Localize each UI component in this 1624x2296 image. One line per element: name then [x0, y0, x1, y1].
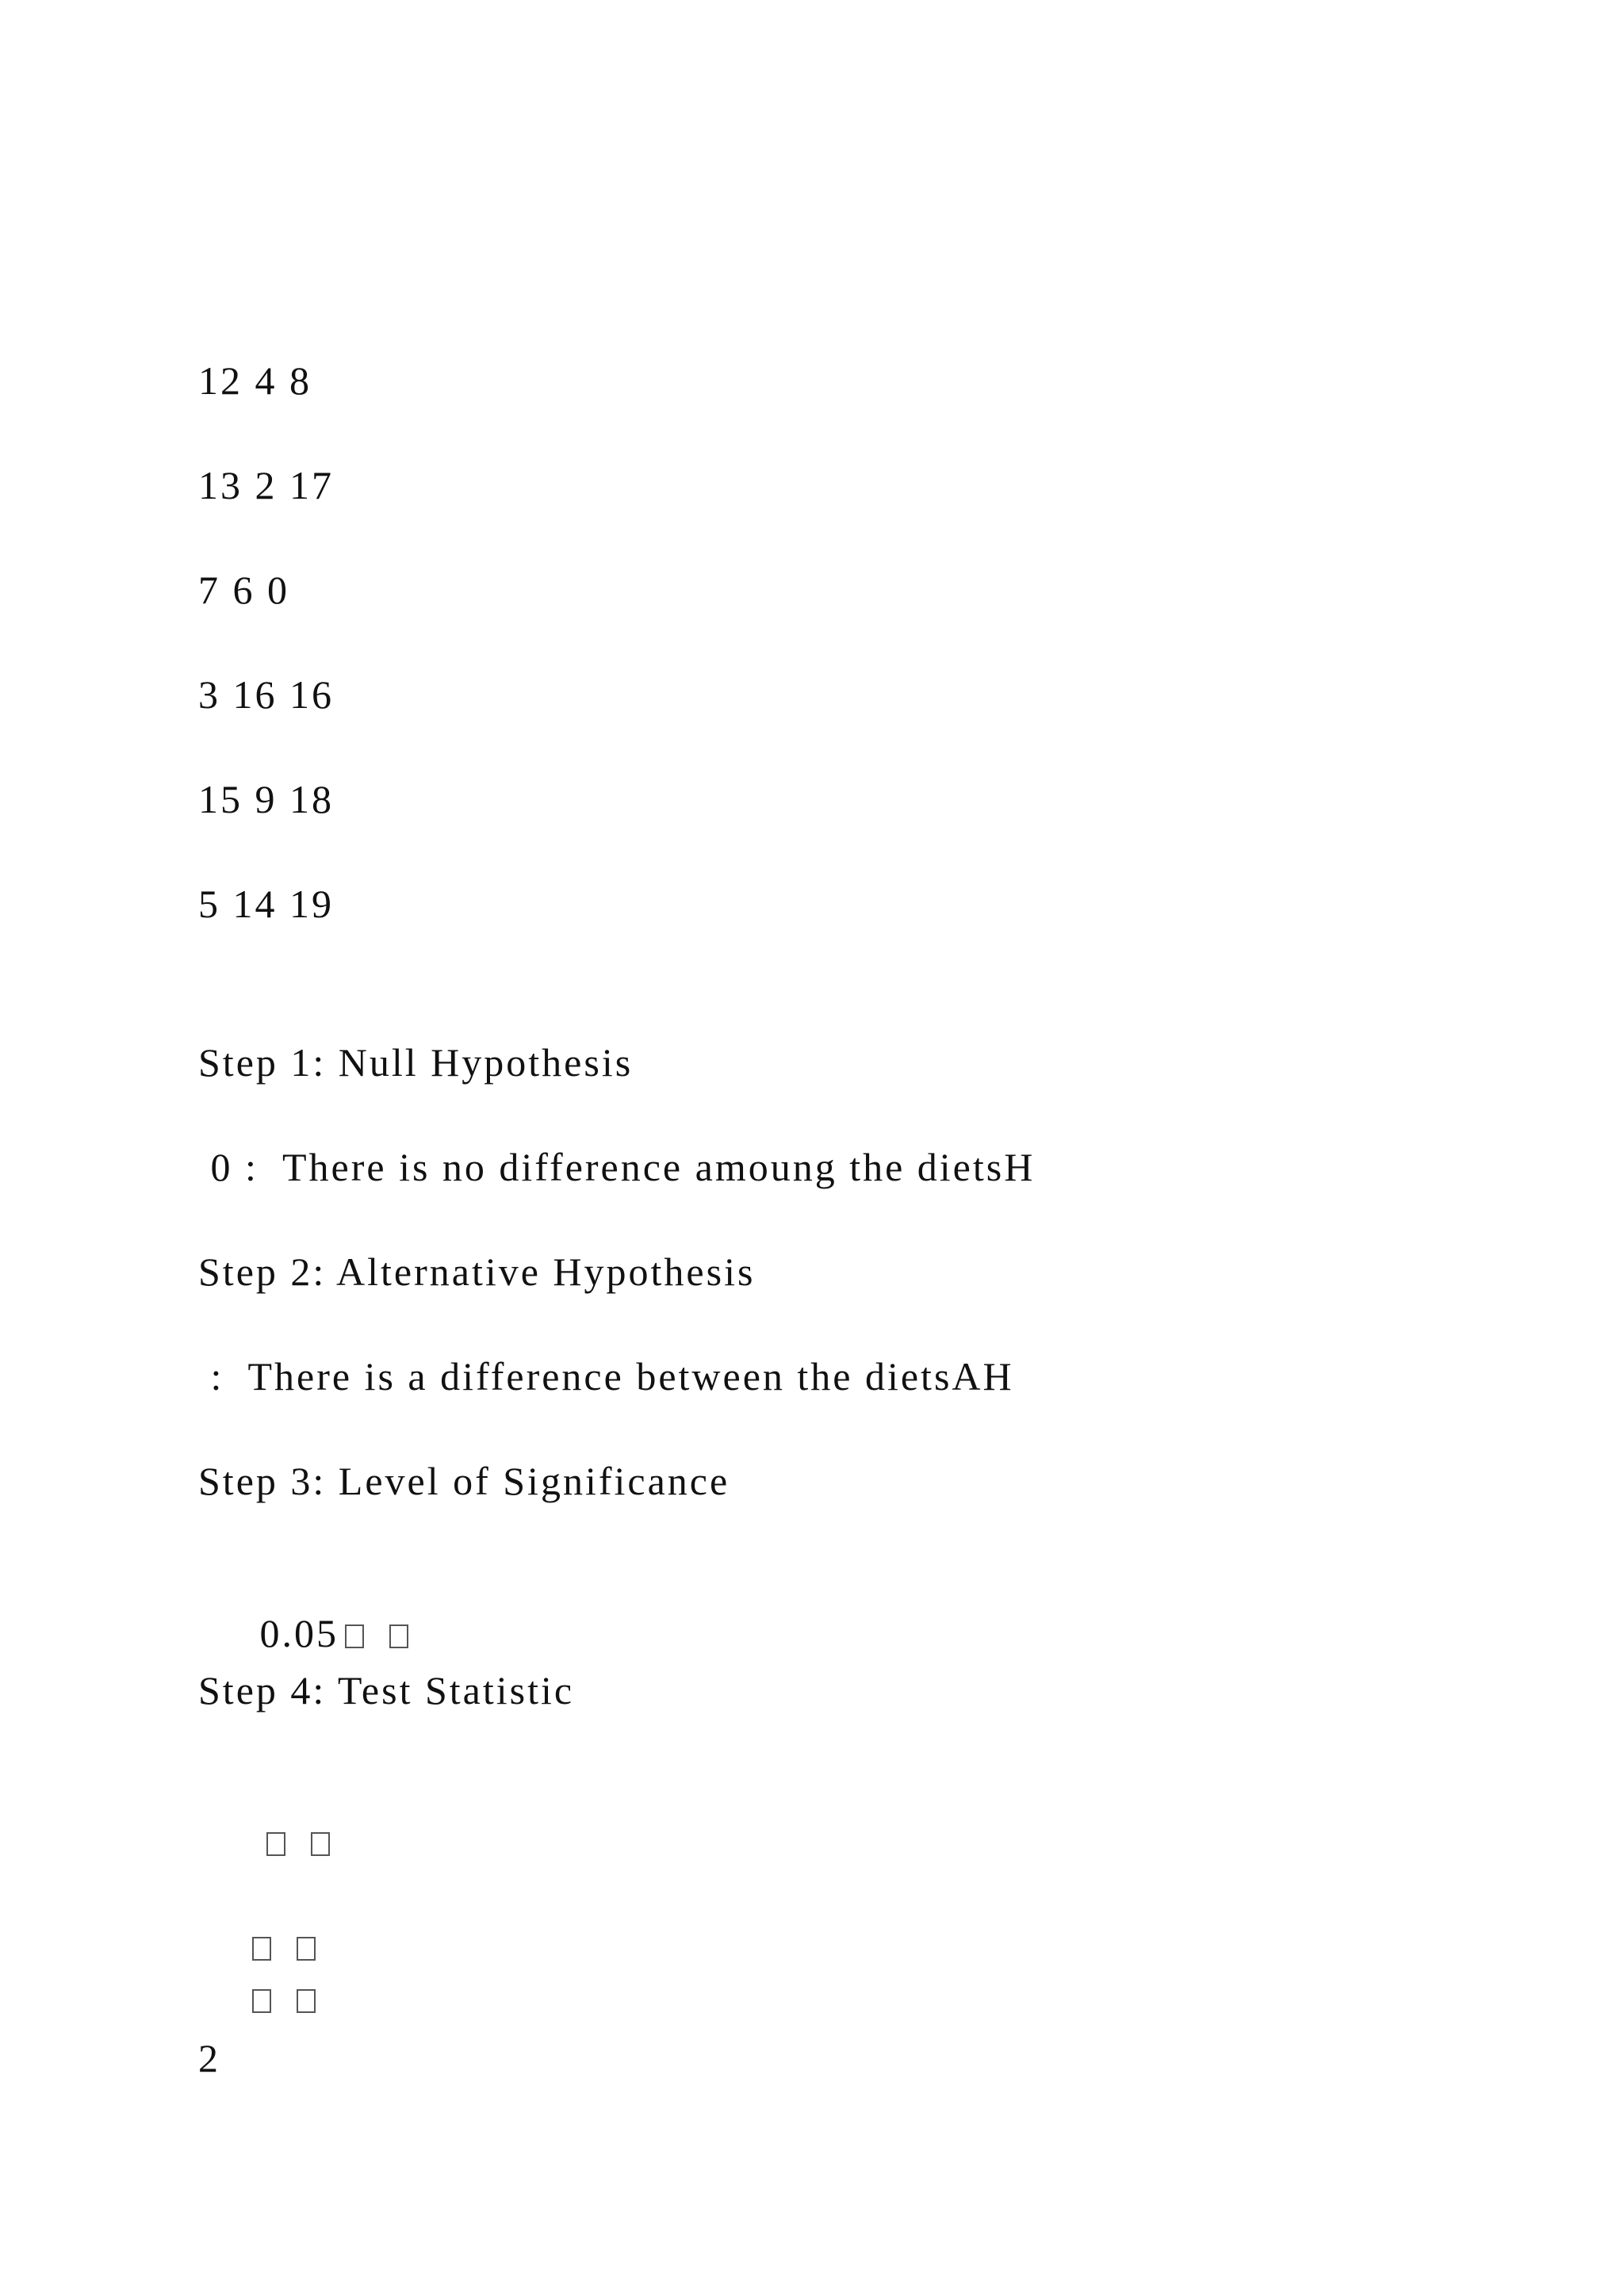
- null-hypothesis-text: 0 : There is no difference amoung the dietsH: [198, 1145, 1036, 1189]
- missing-glyph-icon: [311, 1832, 330, 1856]
- missing-glyph-icon: [345, 1624, 364, 1648]
- missing-glyph-icon: [252, 1989, 271, 2013]
- missing-glyph-icon: [297, 1989, 316, 2013]
- step3-heading: Step 3: Level of Significance: [198, 1459, 730, 1503]
- step2-heading: Step 2: Alternative Hypothesis: [198, 1249, 756, 1294]
- data-row-2: 13 2 17: [198, 463, 334, 507]
- missing-glyph-icon: [266, 1832, 285, 1856]
- data-row-6: 5 14 19: [198, 882, 334, 926]
- data-row-4: 3 16 16: [198, 672, 334, 717]
- data-row-3: 7 6 0: [198, 568, 289, 612]
- step4-heading: Step 4: Test Statistic: [198, 1668, 575, 1712]
- significance-value: 0.05: [247, 1611, 339, 1655]
- data-row-1: 12 4 8: [198, 358, 312, 403]
- data-row-5: 15 9 18: [198, 777, 334, 821]
- missing-glyph-icon: [389, 1624, 408, 1648]
- step1-heading: Step 1: Null Hypothesis: [198, 1040, 634, 1085]
- trailing-number: 2: [198, 2036, 220, 2080]
- alternative-hypothesis-text: : There is a difference between the dietsAH: [198, 1354, 1014, 1399]
